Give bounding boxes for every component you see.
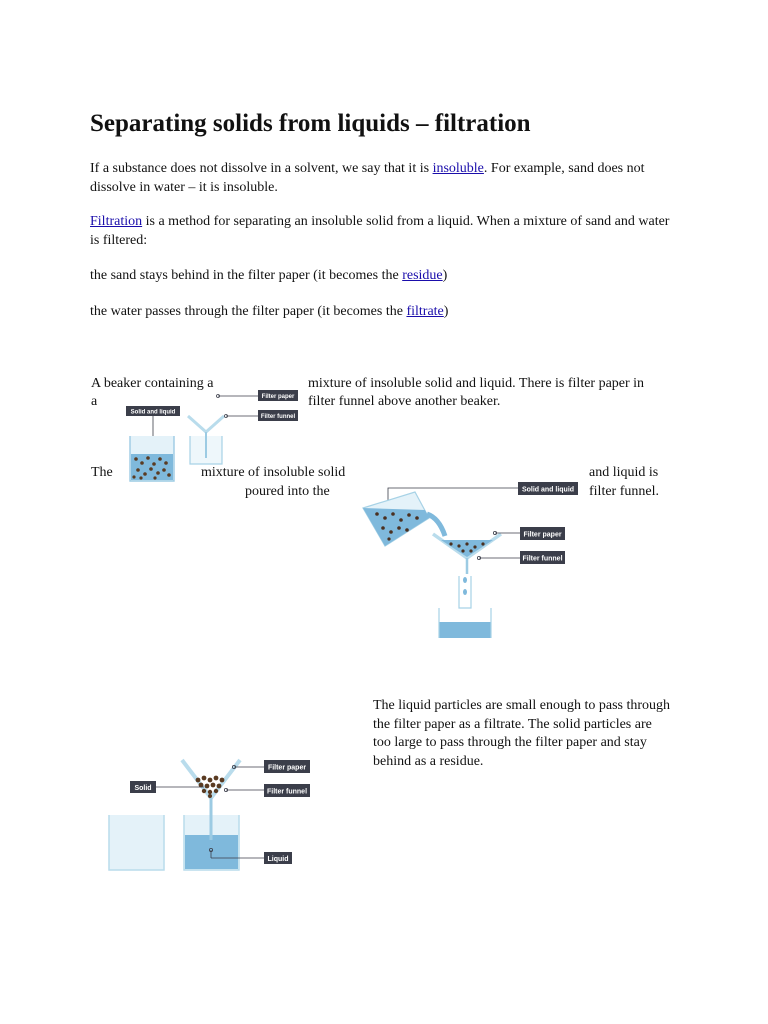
paragraph-text: is a method for separating an insoluble solid from a liquid. When a mixture of sand and water is filtered:: [90, 214, 670, 248]
label-filter-paper: [232, 760, 310, 773]
residue-link[interactable]: residue: [402, 268, 443, 283]
insoluble-link[interactable]: insoluble: [432, 161, 484, 176]
label-filter-funnel: [477, 551, 565, 564]
step2-text-3: poured into the: [245, 484, 330, 499]
step1-text-1: A beaker containing a: [91, 376, 214, 391]
label-text: Filter funnel: [260, 414, 296, 420]
filtrate-link[interactable]: filtrate: [406, 304, 444, 319]
funnel-and-beaker: [188, 416, 224, 464]
paragraph-insoluble: [90, 159, 680, 197]
label-text: Solid and liquid: [521, 486, 575, 494]
label-filter-funnel: [224, 784, 310, 797]
label-filter-paper: [217, 390, 299, 401]
paragraph-text: If a substance does not dissolve in a solvent, we say that it is: [90, 161, 433, 176]
paragraph-filtration: [90, 212, 680, 250]
paragraph-filtrate: [90, 302, 680, 321]
step2-text-2: mixture of insoluble solid: [201, 465, 346, 480]
paragraph-text: . For example, sand does not dissolve in water – it is insoluble.: [90, 161, 645, 195]
label-text: Filter paper: [523, 531, 562, 539]
step1-text-2: a: [91, 394, 98, 409]
receiving-beaker: [439, 576, 491, 638]
label-text: Liquid: [267, 856, 289, 863]
paragraph-text: the sand stays behind in the filter paper (it becomes the: [90, 268, 403, 283]
empty-beaker: [109, 815, 164, 870]
beaker-with-mixture: [130, 436, 174, 481]
funnel-with-mixture: [433, 534, 501, 574]
step2-text-5: filter funnel.: [589, 484, 659, 499]
step1-text-3: mixture of insoluble solid and liquid. There is filter paper in: [308, 376, 645, 391]
residue-filtrate-diagram: [100, 750, 320, 875]
label-text: Filter paper: [267, 764, 307, 772]
paragraph-text: ): [442, 268, 448, 283]
filtration-link[interactable]: Filtration: [90, 214, 143, 229]
page-title: Separating solids from liquids – filtration: [90, 110, 531, 137]
step1-text-4: filter funnel above another beaker.: [308, 394, 501, 409]
paragraph-text: the water passes through the filter paper (it becomes the: [90, 304, 407, 319]
pouring-diagram: [355, 462, 580, 642]
step2-text-4: and liquid is: [589, 465, 659, 480]
label-filter-funnel: [225, 410, 299, 421]
label-text: Solid: [134, 785, 152, 792]
step2-text-1: The: [91, 465, 113, 480]
label-filter-paper: [493, 527, 565, 540]
label-text: Filter funnel: [522, 555, 563, 563]
label-text: Filter funnel: [266, 788, 308, 796]
tilted-beaker: [363, 492, 445, 546]
label-text: Solid and liquid: [130, 409, 176, 416]
label-solid: [130, 781, 204, 793]
paragraph-text: ): [443, 304, 449, 319]
label-solid-and-liquid: [126, 406, 180, 438]
label-text: Filter paper: [261, 394, 295, 400]
step3-text: The liquid particles are small enough to pass through the filter paper as a filtrate. The solid particles are too large to pass through the filter paper and stay behind as a residue.: [373, 698, 671, 769]
paragraph-residue: [90, 266, 680, 285]
